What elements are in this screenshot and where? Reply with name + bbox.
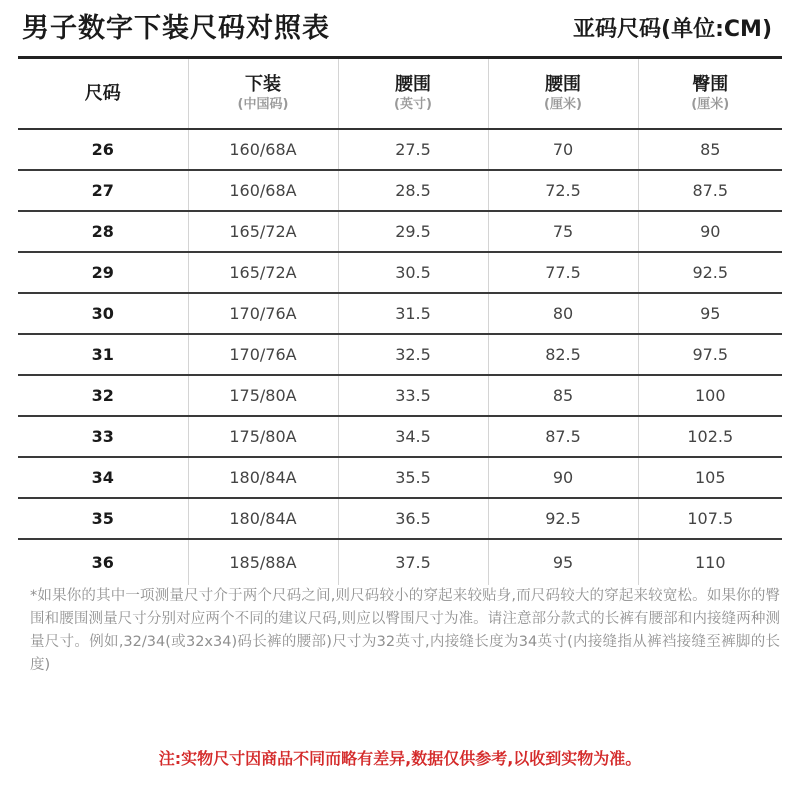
cell-hip-cm: 102.5 [638,416,782,457]
cell-size: 35 [18,498,188,539]
cell-hip-cm: 107.5 [638,498,782,539]
cell-waist-inch: 36.5 [338,498,488,539]
table-row [18,539,782,585]
cell-waist-cm: 80 [488,293,638,334]
cell-waist-cm: 77.5 [488,252,638,293]
cell-size: 26 [18,129,188,170]
table-row [18,211,782,252]
table-row [18,170,782,211]
cell-waist-cm: 70 [488,129,638,170]
column-header-unit: (厘米) [691,96,730,112]
column-header-unit: (英寸) [394,96,432,112]
column-header-label: 尺码 [84,82,121,104]
column-header-label: 腰围 [545,73,581,95]
column-header-label: 臀围 [692,73,729,95]
cell-waist-inch: 27.5 [338,129,488,170]
cell-china-size: 180/84A [188,457,338,498]
column-header-unit: (中国码) [237,96,289,112]
cell-size: 31 [18,334,188,375]
table-row [18,293,782,334]
column-header-waist-inch [338,59,488,129]
cell-china-size: 175/80A [188,375,338,416]
table-row [18,416,782,457]
cell-hip-cm: 97.5 [638,334,782,375]
table-row [18,129,782,170]
cell-waist-inch: 32.5 [338,334,488,375]
cell-waist-cm: 90 [488,457,638,498]
cell-waist-inch: 35.5 [338,457,488,498]
column-header-china-size [188,59,338,129]
table-row [18,457,782,498]
cell-waist-inch: 28.5 [338,170,488,211]
size-note: *如果你的其中一项测量尺寸介于两个尺码之间,则尺码较小的穿起来较贴身,而尺码较大的穿起来较宽松。如果你的臀围和腰围测量尺寸分别对应两个不同的建议尺码,则应以臀围尺寸为准。请注意部分款式的长裤有腰部和内接缝两种测量尺寸。例如,32/34(或32x34)码长裤的腰部)尺寸为32英寸,内接缝长度为34英寸(内接缝指从裤裆接缝至裤脚的长度) [30,588,780,673]
cell-size: 34 [18,457,188,498]
cell-size: 27 [18,170,188,211]
cell-china-size: 180/84A [188,498,338,539]
cell-hip-cm: 105 [638,457,782,498]
table-row [18,375,782,416]
cell-hip-cm: 90 [638,211,782,252]
cell-china-size: 160/68A [188,129,338,170]
cell-china-size: 170/76A [188,293,338,334]
cell-waist-inch: 34.5 [338,416,488,457]
disclaimer-warning: 注:实物尺寸因商品不同而略有差异,数据仅供参考,以收到实物为准。 [158,749,642,768]
cell-waist-cm: 87.5 [488,416,638,457]
cell-waist-inch: 30.5 [338,252,488,293]
cell-waist-cm: 95 [488,539,638,585]
cell-waist-cm: 82.5 [488,334,638,375]
cell-waist-cm: 72.5 [488,170,638,211]
cell-waist-inch: 37.5 [338,539,488,585]
cell-waist-inch: 33.5 [338,375,488,416]
table-row [18,334,782,375]
size-chart-table [18,59,782,585]
table-body [18,129,782,585]
cell-waist-inch: 29.5 [338,211,488,252]
table-row [18,252,782,293]
cell-hip-cm: 92.5 [638,252,782,293]
cell-size: 30 [18,293,188,334]
cell-china-size: 165/72A [188,211,338,252]
table-header [18,59,782,129]
header-row [18,59,782,129]
cell-size: 32 [18,375,188,416]
cell-waist-cm: 92.5 [488,498,638,539]
cell-hip-cm: 100 [638,375,782,416]
cell-waist-inch: 31.5 [338,293,488,334]
cell-hip-cm: 95 [638,293,782,334]
column-header-hip-cm [638,59,782,129]
cell-china-size: 170/76A [188,334,338,375]
cell-china-size: 185/88A [188,539,338,585]
cell-size: 28 [18,211,188,252]
cell-waist-cm: 85 [488,375,638,416]
column-header-size [18,59,188,129]
column-header-label: 下装 [245,73,281,95]
cell-waist-cm: 75 [488,211,638,252]
column-header-unit: (厘米) [544,96,582,112]
cell-size: 33 [18,416,188,457]
cell-china-size: 175/80A [188,416,338,457]
cell-china-size: 160/68A [188,170,338,211]
cell-hip-cm: 110 [694,553,726,572]
cell-china-size: 165/72A [188,252,338,293]
table-row [18,498,782,539]
cell-size: 29 [18,252,188,293]
cell-hip-cm: 87.5 [638,170,782,211]
cell-size: 36 [18,539,188,585]
page-title: 男子数字下装尺码对照表 [22,13,330,44]
unit-label: 亚码尺码(单位:CM) [573,17,772,42]
column-header-label: 腰围 [395,73,431,95]
cell-hip-cm: 85 [638,129,782,170]
column-header-waist-cm [488,59,638,129]
